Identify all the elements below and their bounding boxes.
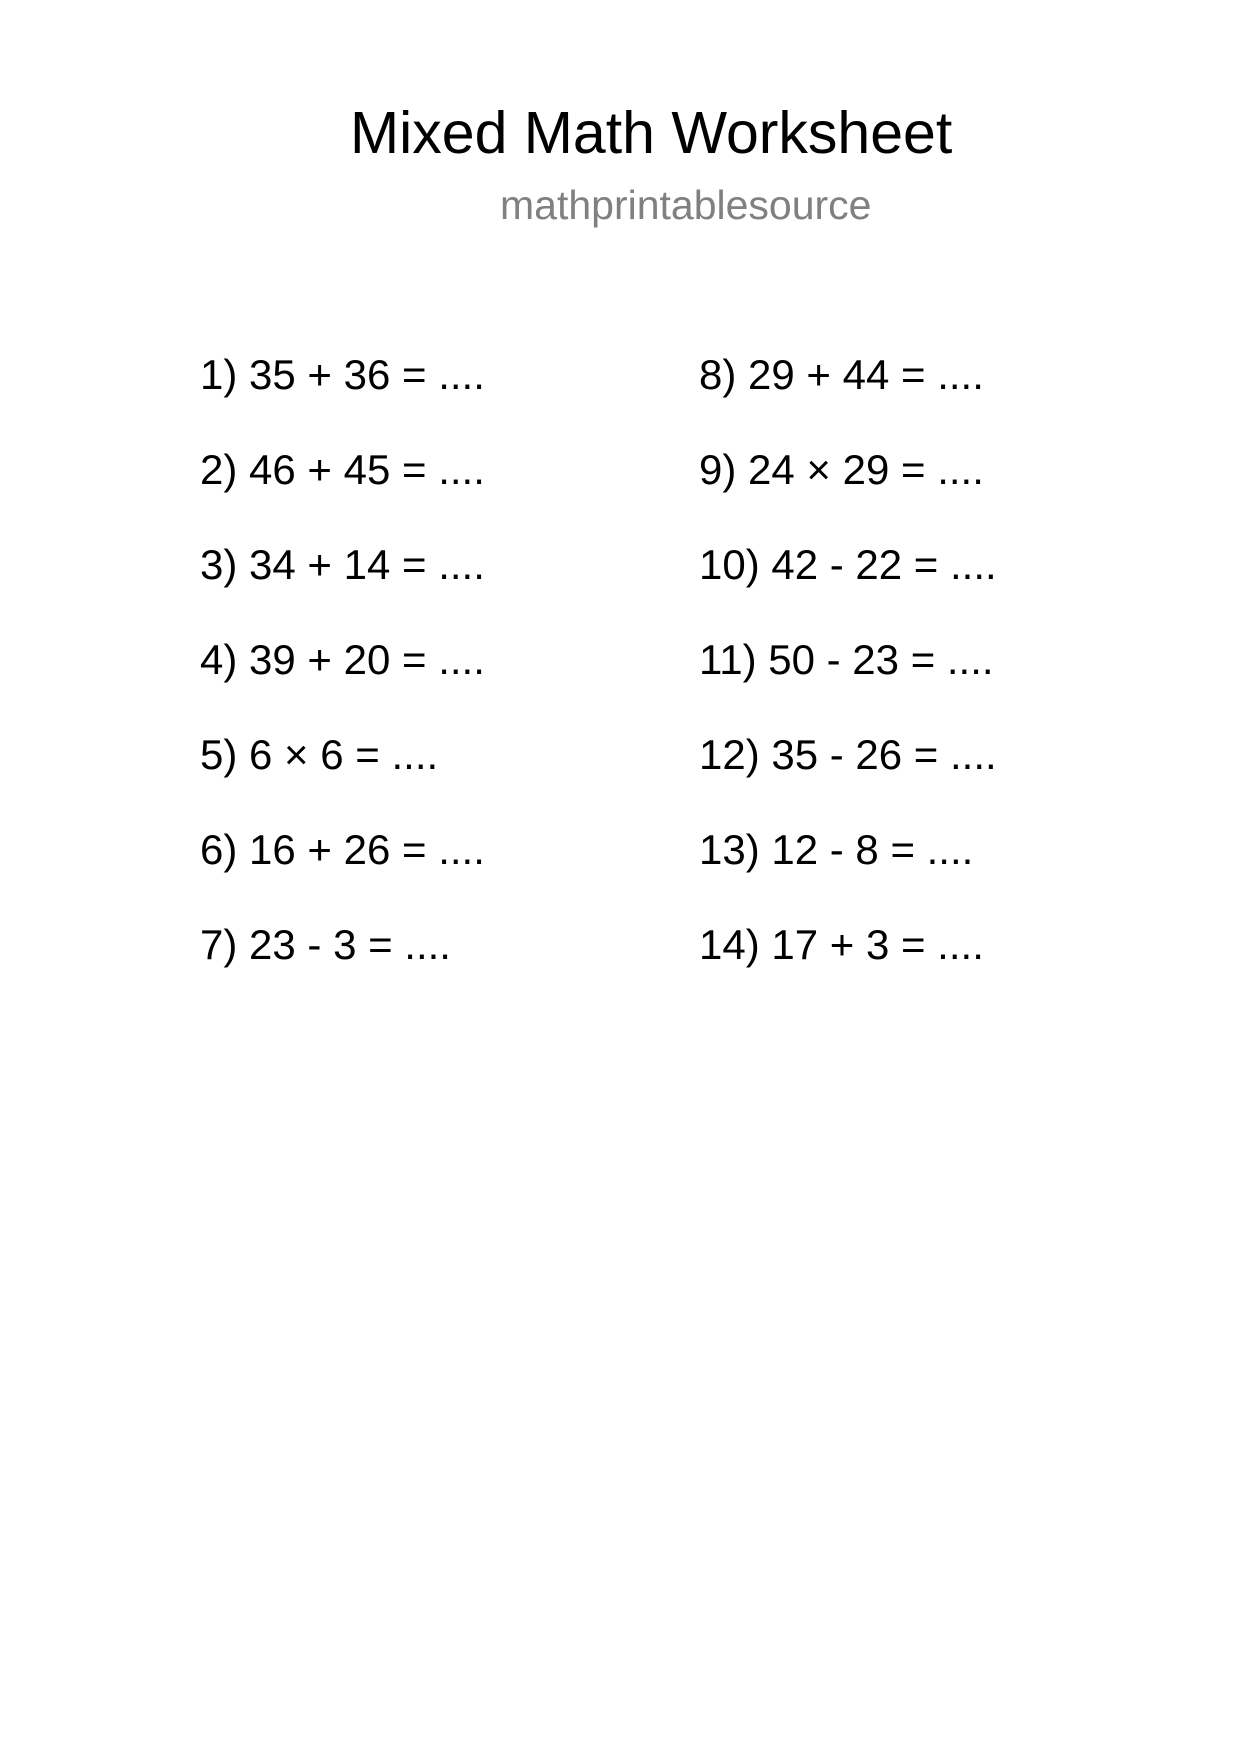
problem-number: 1) [200, 351, 238, 398]
problem-3 [200, 538, 485, 633]
problem-expression: 46 + 45 = .... [249, 446, 485, 493]
problem-number: 3) [200, 541, 238, 588]
problem-expression: 29 + 44 = .... [748, 351, 984, 398]
problem-4 [200, 633, 485, 728]
problem-number: 8) [699, 351, 737, 398]
problem-expression: 42 - 22 = .... [771, 541, 997, 588]
problem-expression: 17 + 3 = .... [771, 921, 984, 968]
problem-expression: 6 × 6 = .... [249, 731, 439, 778]
problem-13 [699, 823, 997, 918]
problem-number: 11) [699, 636, 757, 683]
problem-expression: 12 - 8 = .... [771, 826, 974, 873]
problem-2 [200, 443, 485, 538]
problem-5 [200, 728, 485, 823]
problem-number: 6) [200, 826, 238, 873]
problem-12 [699, 728, 997, 823]
worksheet-title: Mixed Math Worksheet [350, 100, 953, 166]
problem-expression: 34 + 14 = .... [249, 541, 485, 588]
problem-expression: 24 × 29 = .... [748, 446, 984, 493]
problem-8 [699, 348, 997, 443]
problem-number: 5) [200, 731, 238, 778]
problem-number: 4) [200, 636, 238, 683]
problem-number: 13) [699, 826, 760, 873]
problem-expression: 39 + 20 = .... [249, 636, 485, 683]
problem-number: 7) [200, 921, 238, 968]
problem-number: 12) [699, 731, 760, 778]
problem-11 [699, 633, 997, 728]
problem-number: 14) [699, 921, 760, 968]
problem-expression: 35 - 26 = .... [771, 731, 997, 778]
problem-6 [200, 823, 485, 918]
problem-10 [699, 538, 997, 633]
problem-number: 9) [699, 446, 737, 493]
problem-9 [699, 443, 997, 538]
problem-expression: 50 - 23 = .... [768, 636, 994, 683]
problem-number: 10) [699, 541, 760, 588]
problem-14 [699, 918, 997, 1013]
problem-7 [200, 918, 485, 1013]
problems-left-column [200, 348, 485, 1013]
problem-expression: 23 - 3 = .... [249, 921, 451, 968]
problem-expression: 35 + 36 = .... [249, 351, 485, 398]
problem-number: 2) [200, 446, 238, 493]
problem-1 [200, 348, 485, 443]
worksheet-subtitle: mathprintablesource [500, 182, 872, 228]
problem-expression: 16 + 26 = .... [249, 826, 485, 873]
problems-right-column [699, 348, 997, 1013]
